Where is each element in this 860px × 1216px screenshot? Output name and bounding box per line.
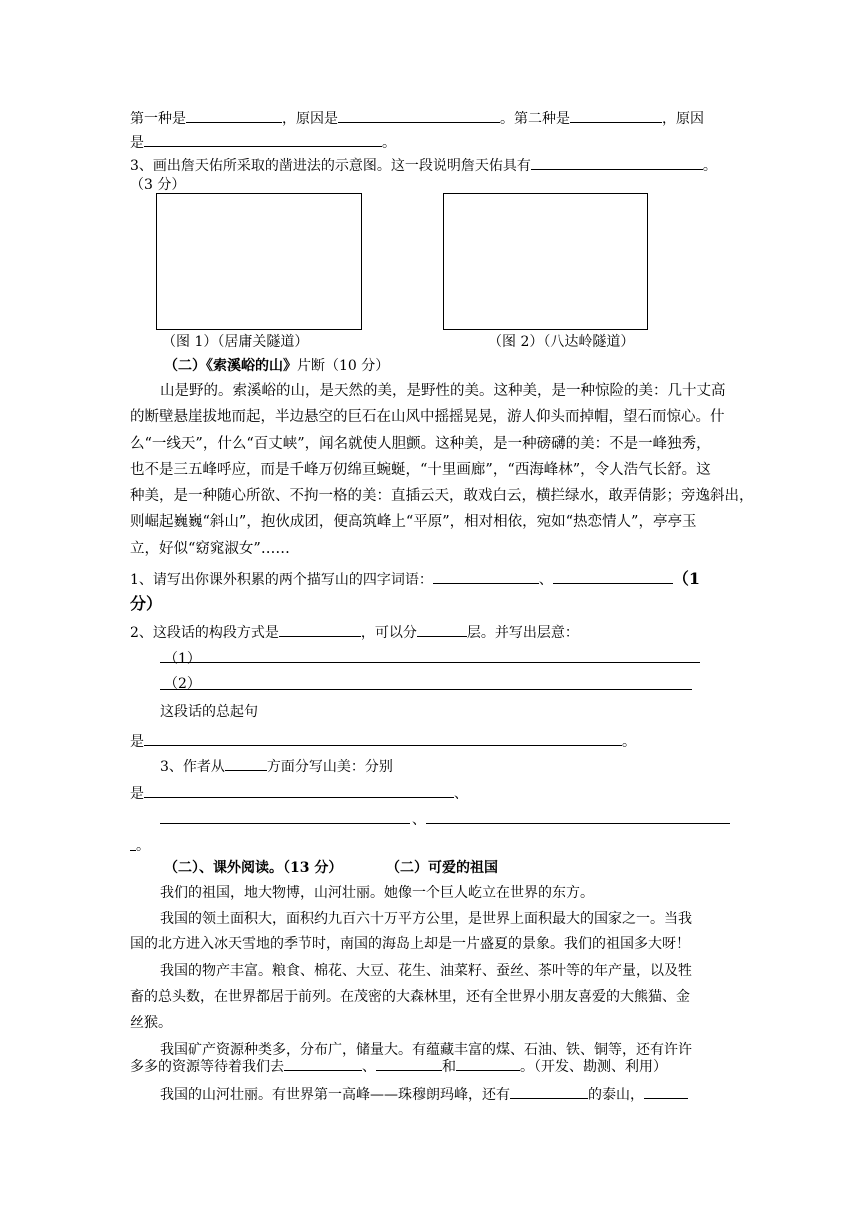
- paragraph-line: 我国的物产丰富。粮食、棉花、大豆、花生、油菜籽、蚕丝、茶叶等的年产量，以及牲: [160, 963, 692, 979]
- paragraph-text: 和: [442, 1059, 456, 1075]
- separator: 、: [362, 1059, 376, 1075]
- q1-score-cont: 分）: [130, 594, 163, 613]
- q2-text: 层。并写出层意：: [466, 625, 579, 641]
- answer-blank[interactable]: [144, 132, 382, 147]
- answer-blank[interactable]: [144, 731, 622, 746]
- q2-text: 2、这段话的构段方式是: [130, 625, 279, 641]
- answer-blank[interactable]: [644, 1084, 688, 1099]
- answer-blank[interactable]: [376, 1056, 442, 1071]
- paragraph-text: 。（开发、勘测、利用）: [520, 1059, 667, 1075]
- drawing-box-2[interactable]: [443, 193, 648, 330]
- answer-blank[interactable]: [279, 622, 361, 637]
- separator: 、: [454, 786, 468, 802]
- paragraph-line: 国的北方进入冰天雪地的季节时，南国的海岛上却是一片盛夏的景象。我们的祖国多大呀！: [130, 936, 690, 952]
- paragraph-text: 多多的资源等待着我们去: [130, 1059, 284, 1075]
- q-kinds-line: [130, 108, 704, 129]
- q-is-label: 是: [130, 135, 144, 151]
- q-second-kind-label: 。第二种是: [500, 111, 570, 127]
- separator: 、: [412, 812, 426, 828]
- topic-sentence-answer: [130, 731, 636, 752]
- figure-2-caption: （图 2）（八达岭隧道）: [488, 334, 635, 350]
- section-score: 片断（10 分）: [297, 358, 390, 374]
- paragraph-line: 我国矿产资源种类多，分布广，储量大。有蕴藏丰富的煤、石油、铁、铜等，还有许许: [160, 1042, 692, 1058]
- answer-line[interactable]: [160, 689, 692, 690]
- answer-blank[interactable]: [456, 1056, 520, 1071]
- q3-score: （3 分）: [130, 177, 186, 193]
- paragraph-text: 的泰山，: [588, 1087, 644, 1103]
- layer-1-label: （1）: [164, 651, 201, 667]
- q1-score: （1: [672, 569, 701, 588]
- answer-line[interactable]: [426, 823, 730, 824]
- answer-blank[interactable]: [570, 108, 662, 123]
- q-first-kind-label: 第一种是: [130, 111, 186, 127]
- q3-text: 3、作者从: [160, 759, 225, 775]
- q2-line: [130, 622, 579, 643]
- answer-blank[interactable]: [553, 569, 673, 584]
- q-reason-label: ，原因: [662, 111, 704, 127]
- q3-text: 方面分写山美：分别: [266, 759, 393, 775]
- q2-text: ，可以分: [360, 625, 417, 641]
- period: 。: [382, 135, 396, 151]
- reading-heading: （二）、课外阅读。（13 分）: [164, 860, 343, 876]
- reading-title: （二）可爱的祖国: [386, 860, 498, 876]
- passage-line: 立，好似“窈窕淑女”……: [130, 541, 290, 557]
- paragraph-line: 我们的祖国，地大物博，山河壮丽。她像一个巨人屹立在世界的东方。: [160, 885, 594, 901]
- paragraph-line: 丝猴。: [130, 1015, 172, 1031]
- passage-line: 种美，是一种随心所欲、不拘一格的美：直插云天，敢戏白云，横拦绿水，敢弄倩影；旁逸斜出，: [130, 488, 754, 504]
- answer-blank[interactable]: [531, 155, 703, 170]
- period: 。: [136, 838, 150, 854]
- answer-blank[interactable]: [417, 622, 467, 637]
- q3-text: 3、画出詹天佑所采取的凿进法的示意图。这一段说明詹天佑具有: [130, 158, 531, 174]
- answer-blank[interactable]: [186, 108, 282, 123]
- answer-blank[interactable]: [510, 1084, 588, 1099]
- q1-line: [130, 569, 700, 590]
- period: 。: [622, 734, 636, 750]
- passage-line: 的断壁悬崖拔地而起，半边悬空的巨石在山风中摇摇晃晃，游人仰头而掉帽，望石而惊心。什: [130, 409, 725, 425]
- paragraph-line: [160, 1084, 688, 1105]
- q-is-line: [130, 132, 396, 153]
- q-reason-label: ，原因是: [282, 111, 338, 127]
- q1-text: 1、请写出你课外积累的两个描写山的四字词语：: [130, 572, 433, 588]
- is-label: 是: [130, 734, 144, 750]
- topic-sentence-label: 这段话的总起句: [160, 704, 258, 720]
- period: 。: [702, 158, 717, 174]
- section-title: （二）《索溪峪的山》: [164, 358, 297, 374]
- paragraph-line: 我国的领土面积大，面积约九百六十万平方公里，是世界上面积最大的国家之一。当我: [160, 911, 692, 927]
- separator: 、: [538, 572, 553, 588]
- paragraph-text: 我国的山河壮丽。有世界第一高峰——珠穆朗玛峰，还有: [160, 1087, 510, 1103]
- q3-line: [130, 155, 717, 176]
- answer-line[interactable]: [160, 662, 700, 663]
- q3b-line: [160, 756, 393, 777]
- figure-1-caption: （图 1）（居庸关隧道）: [162, 334, 309, 350]
- layer-2-label: （2）: [164, 676, 201, 692]
- q3b-answer-line: [130, 783, 468, 804]
- answer-line[interactable]: [160, 823, 410, 824]
- paragraph-line: 畜的总头数，在世界都居于前列。在茂密的大森林里，还有全世界小朋友喜爱的大熊猫、金: [130, 989, 690, 1005]
- passage-line: 也不是三五峰呼应，而是千峰万仞绵亘蜿蜒，“十里画廊”，“西海峰林”，令人浩气长舒。这: [130, 462, 711, 478]
- drawing-box-1[interactable]: [156, 193, 362, 330]
- answer-blank[interactable]: [144, 783, 454, 798]
- passage-line: 么“一线天”，什么“百丈峡”，闻名就使人胆颤。这种美，是一种磅礴的美：不是一峰独秀，: [130, 436, 711, 452]
- answer-blank[interactable]: [338, 108, 500, 123]
- is-label: 是: [130, 786, 144, 802]
- answer-blank[interactable]: [433, 569, 539, 584]
- paragraph-line: [130, 1056, 667, 1077]
- passage-line: 则崛起巍巍“斜山”，抱伙成团，便高筑峰上“平原”，相对相依，宛如“热恋情人”，亭亭玉: [130, 514, 697, 530]
- answer-blank[interactable]: [284, 1056, 362, 1071]
- passage-line: 山是野的。索溪峪的山，是天然的美，是野性的美。这种美，是一种惊险的美：几十丈高: [160, 383, 726, 399]
- answer-blank[interactable]: [225, 756, 267, 771]
- section-heading: [164, 356, 389, 376]
